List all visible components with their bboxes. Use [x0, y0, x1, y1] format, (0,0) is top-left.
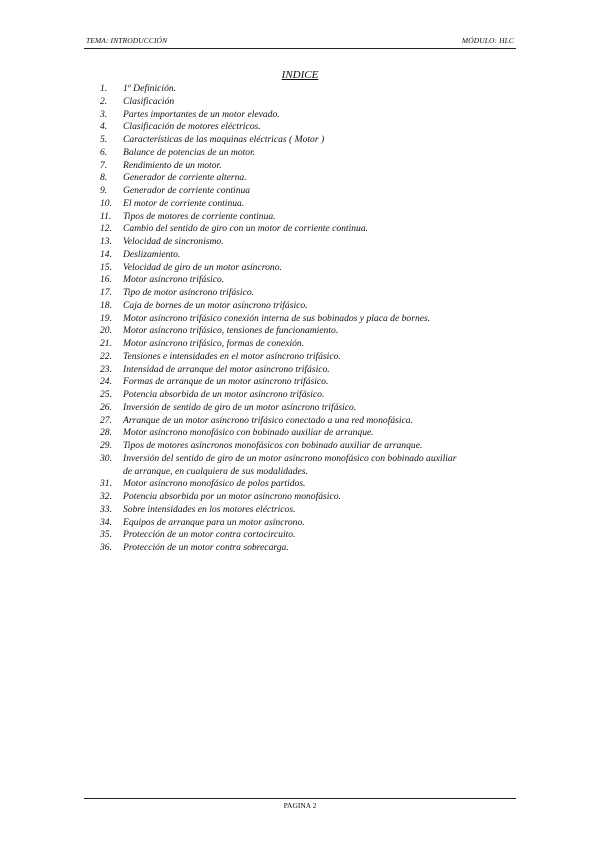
index-item-number: 11.: [100, 210, 112, 222]
index-item-number: 18.: [100, 299, 112, 311]
index-item-text: Rendimiento de un motor.: [123, 159, 222, 171]
index-item: [88, 529, 508, 542]
index-item: [88, 274, 508, 287]
index-item-text: Tipos de motores de corriente continua.: [123, 210, 276, 222]
index-item-number: 20.: [100, 325, 112, 337]
index-item-number: 3.: [100, 108, 108, 120]
index-item: [88, 504, 508, 517]
index-item: [88, 262, 508, 275]
index-item-text: Tensiones e intensidades en el motor asíncrono trifásico.: [123, 350, 341, 362]
index-item-number: 21.: [100, 338, 112, 349]
index-item-number: 36.: [100, 542, 112, 553]
index-item-number: 15.: [100, 261, 112, 273]
index-item-number: 35.: [100, 529, 112, 541]
page-header: [84, 36, 516, 49]
index-item: [88, 440, 508, 453]
index-item-text: Cambio del sentido de giro con un motor de corriente continua.: [123, 223, 369, 235]
index-item-text: Motor asíncrono trifásico, tensiones de funcionamiento.: [123, 325, 339, 337]
index-item: [88, 211, 508, 224]
index-item-text: Potencia absorbida de un motor asíncrono trifásico.: [123, 389, 325, 400]
index-item-number: 2.: [100, 95, 108, 107]
index-item-text: Partes importantes de un motor elevado.: [123, 108, 280, 120]
index-item: [88, 198, 508, 211]
header-module: MÓDULO: HLC: [461, 36, 514, 45]
index-item-number: 33.: [100, 503, 112, 515]
index-item: [88, 109, 508, 122]
index-item: [88, 300, 508, 313]
index-item-number: 17.: [100, 287, 112, 298]
index-item-text: Equipos de arranque para un motor asíncrono.: [123, 516, 305, 528]
index-item-text: Tipo de motor asíncrono trifásico.: [123, 287, 255, 298]
index-item-text: Intensidad de arranque del motor asíncrono trifásico.: [123, 363, 330, 375]
index-item-text: Protección de un motor contra sobrecarga.: [123, 542, 289, 553]
index-item-number: 29.: [100, 440, 112, 451]
index-item: [88, 364, 508, 377]
index-item-number: 27.: [100, 414, 112, 426]
index-item: [88, 491, 508, 504]
index-item-number: 19.: [100, 312, 112, 324]
index-item-text: Velocidad de giro de un motor asíncrono.: [123, 261, 282, 273]
index-item-text: Clasificación de motores eléctricos.: [123, 121, 261, 133]
index-item-text: Tipos de motores asíncronos monofásicos con bobinado auxiliar de arranque.: [123, 440, 423, 451]
index-item-text: 1º Definición.: [123, 83, 177, 94]
index-item: [88, 415, 508, 428]
index-item: [88, 249, 508, 262]
index-item: [88, 160, 508, 173]
index-item-number: 25.: [100, 389, 112, 400]
index-item-text: Motor asíncrono monofásico con bobinado auxiliar de arranque.: [123, 427, 374, 439]
index-item: [88, 134, 508, 147]
index-item: [88, 351, 508, 364]
index-item: [88, 478, 508, 491]
page-number: PAGINA 2: [283, 801, 317, 810]
index-item-text: Inversión de sentido de giro de un motor asíncrono trifásico.: [123, 401, 357, 413]
index-item: [88, 338, 508, 351]
index-item-number: 32.: [100, 491, 112, 502]
index-item-number: 12.: [100, 223, 112, 235]
index-item-text: Clasificación: [123, 95, 175, 107]
index-item-number: 22.: [100, 350, 112, 362]
index-item-text: Formas de arranque de un motor asíncrono trifásico.: [123, 376, 329, 388]
index-item-text: Deslizamiento.: [123, 248, 181, 260]
index-item-number: 34.: [100, 516, 112, 528]
index-title: INDICE: [281, 69, 319, 81]
index-item-number: 30.: [100, 452, 112, 464]
index-item-number: 10.: [100, 197, 112, 209]
index-item-number: 23.: [100, 363, 112, 375]
index-item: [88, 542, 508, 555]
index-item-number: 24.: [100, 376, 112, 388]
index-item: [88, 236, 508, 249]
index-item: [88, 223, 508, 236]
index-item: [88, 313, 508, 326]
index-item-text: Motor asíncrono monofásico de polos partidos.: [123, 478, 306, 490]
index-item-text: Protección de un motor contra cortocircuito.: [123, 529, 296, 541]
index-item-number: 13.: [100, 236, 112, 247]
index-list: [88, 83, 508, 555]
index-item: [88, 389, 508, 402]
index-item: [88, 147, 508, 160]
index-item-text: Inversión del sentido de giro de un motor asíncrono monofásico con bobinado auxiliar: [123, 452, 457, 464]
index-item-text: Motor asíncrono trifásico, formas de conexión.: [123, 338, 305, 349]
index-item-number: 4.: [100, 121, 108, 133]
index-item: [88, 427, 508, 440]
index-item: [88, 121, 508, 134]
index-item-number: 28.: [100, 427, 112, 439]
index-item: [88, 517, 508, 530]
index-item: [88, 453, 508, 479]
index-item-text: Balance de potencias de un motor.: [123, 146, 256, 158]
index-item-text: El motor de corriente continua.: [123, 197, 245, 209]
index-item: [88, 287, 508, 300]
index-item-number: 7.: [100, 159, 108, 171]
index-item-number: 31.: [100, 478, 112, 490]
index-item-number: 26.: [100, 401, 112, 413]
index-item-number: 1.: [100, 83, 108, 94]
index-item: [88, 402, 508, 415]
index-item: [88, 172, 508, 185]
index-item: [88, 96, 508, 109]
index-item-text: Características de las maquinas eléctricas ( Motor ): [123, 134, 325, 145]
index-item-text: Sobre intensidades en los motores eléctricos.: [123, 503, 296, 515]
header-topic: TEMA: INTRODUCCIÓN: [86, 36, 168, 45]
index-item-text-continued: de arranque, en cualquiera de sus modalidades.: [123, 465, 308, 477]
index-item-text: Arranque de un motor asíncrono trifásico conectado a una red monofásica.: [123, 414, 414, 426]
index-item-number: 9.: [100, 185, 108, 196]
index-item-text: Caja de bornes de un motor asíncrono trifásico.: [123, 299, 308, 311]
index-item-number: 5.: [100, 134, 108, 145]
index-item-text: Motor asíncrono trifásico.: [123, 274, 225, 286]
index-item: [88, 83, 508, 96]
index-item: [88, 185, 508, 198]
index-item-text: Motor asíncrono trifásico conexión interna de sus bobinados y placa de bornes.: [123, 312, 431, 324]
index-item: [88, 376, 508, 389]
index-item-text: Velocidad de sincronismo.: [123, 236, 224, 247]
index-item: [88, 325, 508, 338]
page-footer: [84, 798, 516, 810]
index-item-number: 6.: [100, 146, 108, 158]
index-item-number: 14.: [100, 248, 112, 260]
index-item-number: 16.: [100, 274, 112, 286]
index-item-text: Potencia absorbida por un motor asíncrono monofásico.: [123, 491, 341, 502]
index-item-text: Generador de corriente alterna.: [123, 172, 247, 184]
index-item-number: 8.: [100, 172, 108, 184]
index-item-text: Generador de corriente continua: [123, 185, 251, 196]
